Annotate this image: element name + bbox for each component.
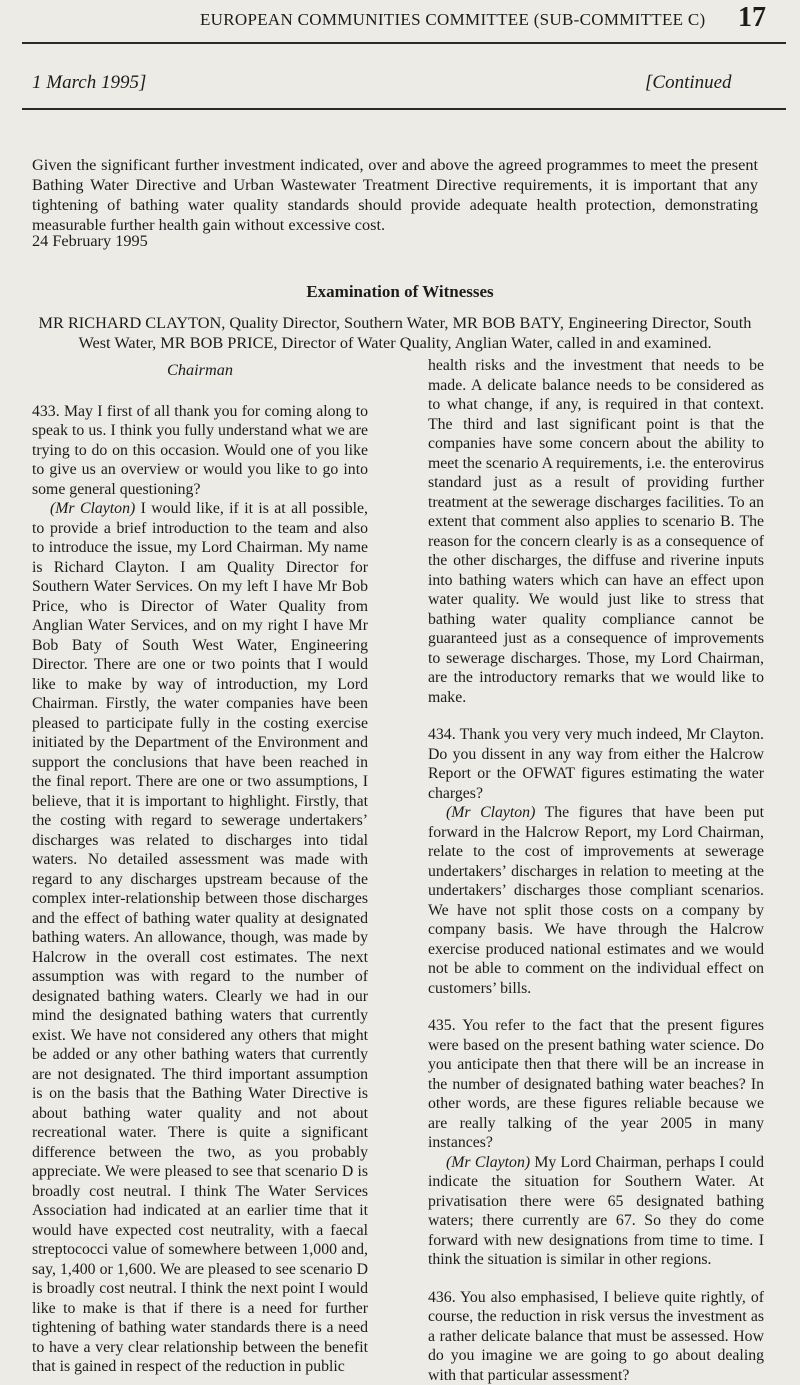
- answer-433-continued: health risks and the investment that needs to be made. A delicate balance needs to be considered as to what change, if any, is required in that context. The third and last significant point is that the companies have some concern about the ability to meet the scenario A requirements, i.e. the enterovirus standard just as a result of providing further treatment at the sewerage discharges facilities. To an extent that comment also applies to scenario B. The reason for the concern clearly is as a consequence of the other discharges, the diffuse and riverine inputs into bathing waters which can have an effect upon water quality. We would just like to stress that bathing water quality compliance cannot be guaranteed just as a consequence of improvements to sewerage discharges. Those, my Lord Chairman, are the introductory remarks that we would like to make.: [428, 356, 764, 707]
- hearing-date: 1 March 1995]: [32, 72, 146, 94]
- question-434: 434. Thank you very very much indeed, Mr Clayton. Do you dissent in any way from either the Halcrow Report or the OFWAT figures estimating the water charges?: [428, 725, 764, 803]
- answer-433: [32, 499, 368, 1377]
- header-rule-top: [22, 42, 786, 44]
- answer-435: [428, 1153, 764, 1270]
- question-435: 435. You refer to the fact that the present figures were based on the present bathing water science. Do you anticipate then that there will be an increase in the number of designated bathing water beaches? In other words, are these figures reliable because we are really talking of the year 2005 in many instances?: [428, 1016, 764, 1153]
- answer-speaker: (Mr Clayton): [50, 500, 135, 517]
- answer-435-body: My Lord Chairman, perhaps I could indicate the situation for Southern Water. At privatisation there were 65 designated bathing waters; there currently are 67. So they do come forward with new designations from time to time. I think the situation is similar in other regions.: [428, 1154, 764, 1269]
- intro-paragraph: Given the significant further investment indicated, over and above the agreed programmes to meet the present Bathing Water Directive and Urban Wastewater Treatment Directive requirements, it is important that any tightening of bathing water quality standards should provide adequate health protection, demonstrating measurable further health gain without excessive cost.: [32, 155, 758, 235]
- answer-speaker: (Mr Clayton): [446, 804, 535, 821]
- answer-433-body: I would like, if it is at all possible, to provide a brief introduction to the team and also to introduce the issue, my Lord Chairman. My name is Richard Clayton. I am Quality Director for Southern Water Services. On my left I have Mr Bob Price, who is Director of Water Quality from Anglian Water Services, and on my right I have Mr Bob Baty of South West Water, Engineering Director. There are one or two points that I would like to make by way of introduction, my Lord Chairman. Firstly, the water companies have been pleased to participate fully in the costing exercise initiated by the Department of the Environment and support the conclusions that have been reached in the final report. There are one or two assumptions, I believe, that it is important to highlight. Firstly, that the costing with regard to sewerage undertakers’ discharges was related to discharges into tidal waters. No detailed assessment was made with regard to any discharges upstream because of the complex inter-relationship between those discharges and the effect of bathing water quality at designated bathing waters. An allowance, though, was made by Halcrow in the overall cost estimates. The next assumption was with regard to the number of designated bathing waters. Clearly we had in our mind the designated bathing waters that currently exist. We have not considered any others that might be added or any other bathing waters that currently are not designated. The third important assumption is on the basis that the Bathing Water Directive is about bathing water quality and not about recreational water. There is quite a significant difference between the two, as you probably appreciate. We were pleased to see that scenario D is broadly cost neutral. I think The Water Services Association had indicated at an earlier time that it would have expected cost neutrality, with a faecal streptococci value of somewhere between 1,000 and, say, 1,400 or 1,600. We are pleased to see scenario D is broadly cost neutral. I think the next point I would like to make is that if there is a need for further tightening of bathing water standards there is a need to have a very clear relationship between the benefit that is gained in respect of the reduction in public: [32, 500, 368, 1375]
- answer-speaker: (Mr Clayton): [446, 1154, 530, 1171]
- section-heading: Examination of Witnesses: [0, 282, 800, 302]
- question-433: 433. May I first of all thank you for coming along to speak to us. I think you fully understand what we are trying to do on this occasion. Would one of you like to give us an overview or would you like to go into some general questioning?: [32, 402, 368, 500]
- text-column-left: [32, 356, 368, 1377]
- page-header: [0, 10, 800, 42]
- running-title: EUROPEAN COMMUNITIES COMMITTEE (SUB-COMMITTEE C): [200, 10, 640, 30]
- speaker-heading: Chairman: [32, 360, 368, 380]
- question-436: 436. You also emphasised, I believe quite rightly, of course, the reduction in risk versus the investment as a rather delicate balance that must be assessed. How do you imagine we are going to go about dealing with that particular assessment?: [428, 1288, 764, 1385]
- witnesses-list: MR RICHARD CLAYTON, Quality Director, Southern Water, MR BOB BATY, Engineering Director, South West Water, MR BOB PRICE, Director of Water Quality, Anglian Water, called in and examined.: [32, 313, 758, 353]
- text-column-right: [428, 356, 764, 1385]
- session-date: 24 February 1995: [32, 231, 148, 251]
- header-rule-bottom: [22, 108, 786, 110]
- page-number: 17: [738, 2, 766, 34]
- answer-434-body: The figures that have been put forward in the Halcrow Report, my Lord Chairman, relate to the cost of improvements at sewerage undertakers’ discharges in relation to meeting at the undertakers’ discharges those compliant scenarios. We have not split those costs on a company by company basis. We have through the Halcrow exercise produced national estimates and we would not be able to comment on the individual effect on customers’ bills.: [428, 804, 764, 997]
- answer-434: [428, 803, 764, 998]
- continued-label: [Continued: [645, 72, 732, 94]
